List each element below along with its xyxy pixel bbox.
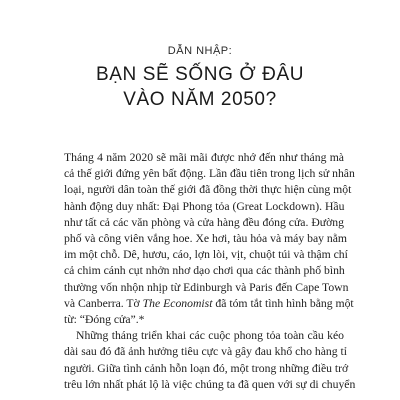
body-text <box>64 150 356 393</box>
text-line: Tháng 4 năm 2020 sẽ mãi mãi được nhớ đến như tháng mà <box>64 151 344 164</box>
text-line: thường vốn nhộn nhịp từ Edinburgh và Paris đến Cape Town <box>64 280 349 294</box>
text-line: im một chỗ. Dê, hươu, cáo, lợn lòi, vịt, chuột túi và thậm chí <box>64 248 348 262</box>
text-line: loại, người dân toàn thế giới đã đồng thời thực hiện cùng một <box>64 183 352 197</box>
paragraph-1 <box>64 150 355 328</box>
text-fragment: và Canberra. Tờ <box>64 296 140 310</box>
chapter-title-line-1: BẠN SẼ SỐNG Ở ĐÂU <box>95 64 305 85</box>
text-line: từ: “Đóng cửa”.* <box>64 313 145 327</box>
text-line: Những tháng triển khai các cuộc phong tỏa toàn cầu kéo <box>76 329 344 343</box>
text-line-mixed <box>64 296 354 312</box>
text-line: trêu lớn nhất phát lộ là việc chúng ta đã quen với sự di chuyển <box>64 377 356 391</box>
text-line: cả chim cánh cụt nhởn nhơ dạo chơi qua các thành phố bình <box>64 264 345 278</box>
publication-name: The Economist <box>142 296 213 310</box>
text-line: phố và công viên vắng hoe. Xe hơi, tàu hỏa và máy bay nằm <box>64 232 348 246</box>
text-fragment: đã tóm tắt tình hình bằng một <box>212 296 354 310</box>
text-line: dài sau đó đã ảnh hưởng tiêu cực và gây đau khổ cho hàng tỉ <box>64 345 348 359</box>
text-line: cả thế giới đứng yên bất động. Lần đầu tiên trong lịch sử nhân <box>64 167 355 181</box>
chapter-kicker: DẪN NHẬP: <box>167 45 233 57</box>
paragraph-2 <box>64 328 356 393</box>
text-line: hành động duy nhất: Đại Phong tỏa (Great Lockdown). Hầu <box>64 199 345 213</box>
text-line: người. Giữa tình cảnh hỗn loạn đó, một trong những điều trớ <box>64 361 349 375</box>
text-line: như tất cả các văn phòng và cửa hàng đều đóng cửa. Đường <box>64 215 344 229</box>
chapter-title <box>0 62 400 112</box>
chapter-title-line-2: VÀO NĂM 2050? <box>123 89 277 110</box>
